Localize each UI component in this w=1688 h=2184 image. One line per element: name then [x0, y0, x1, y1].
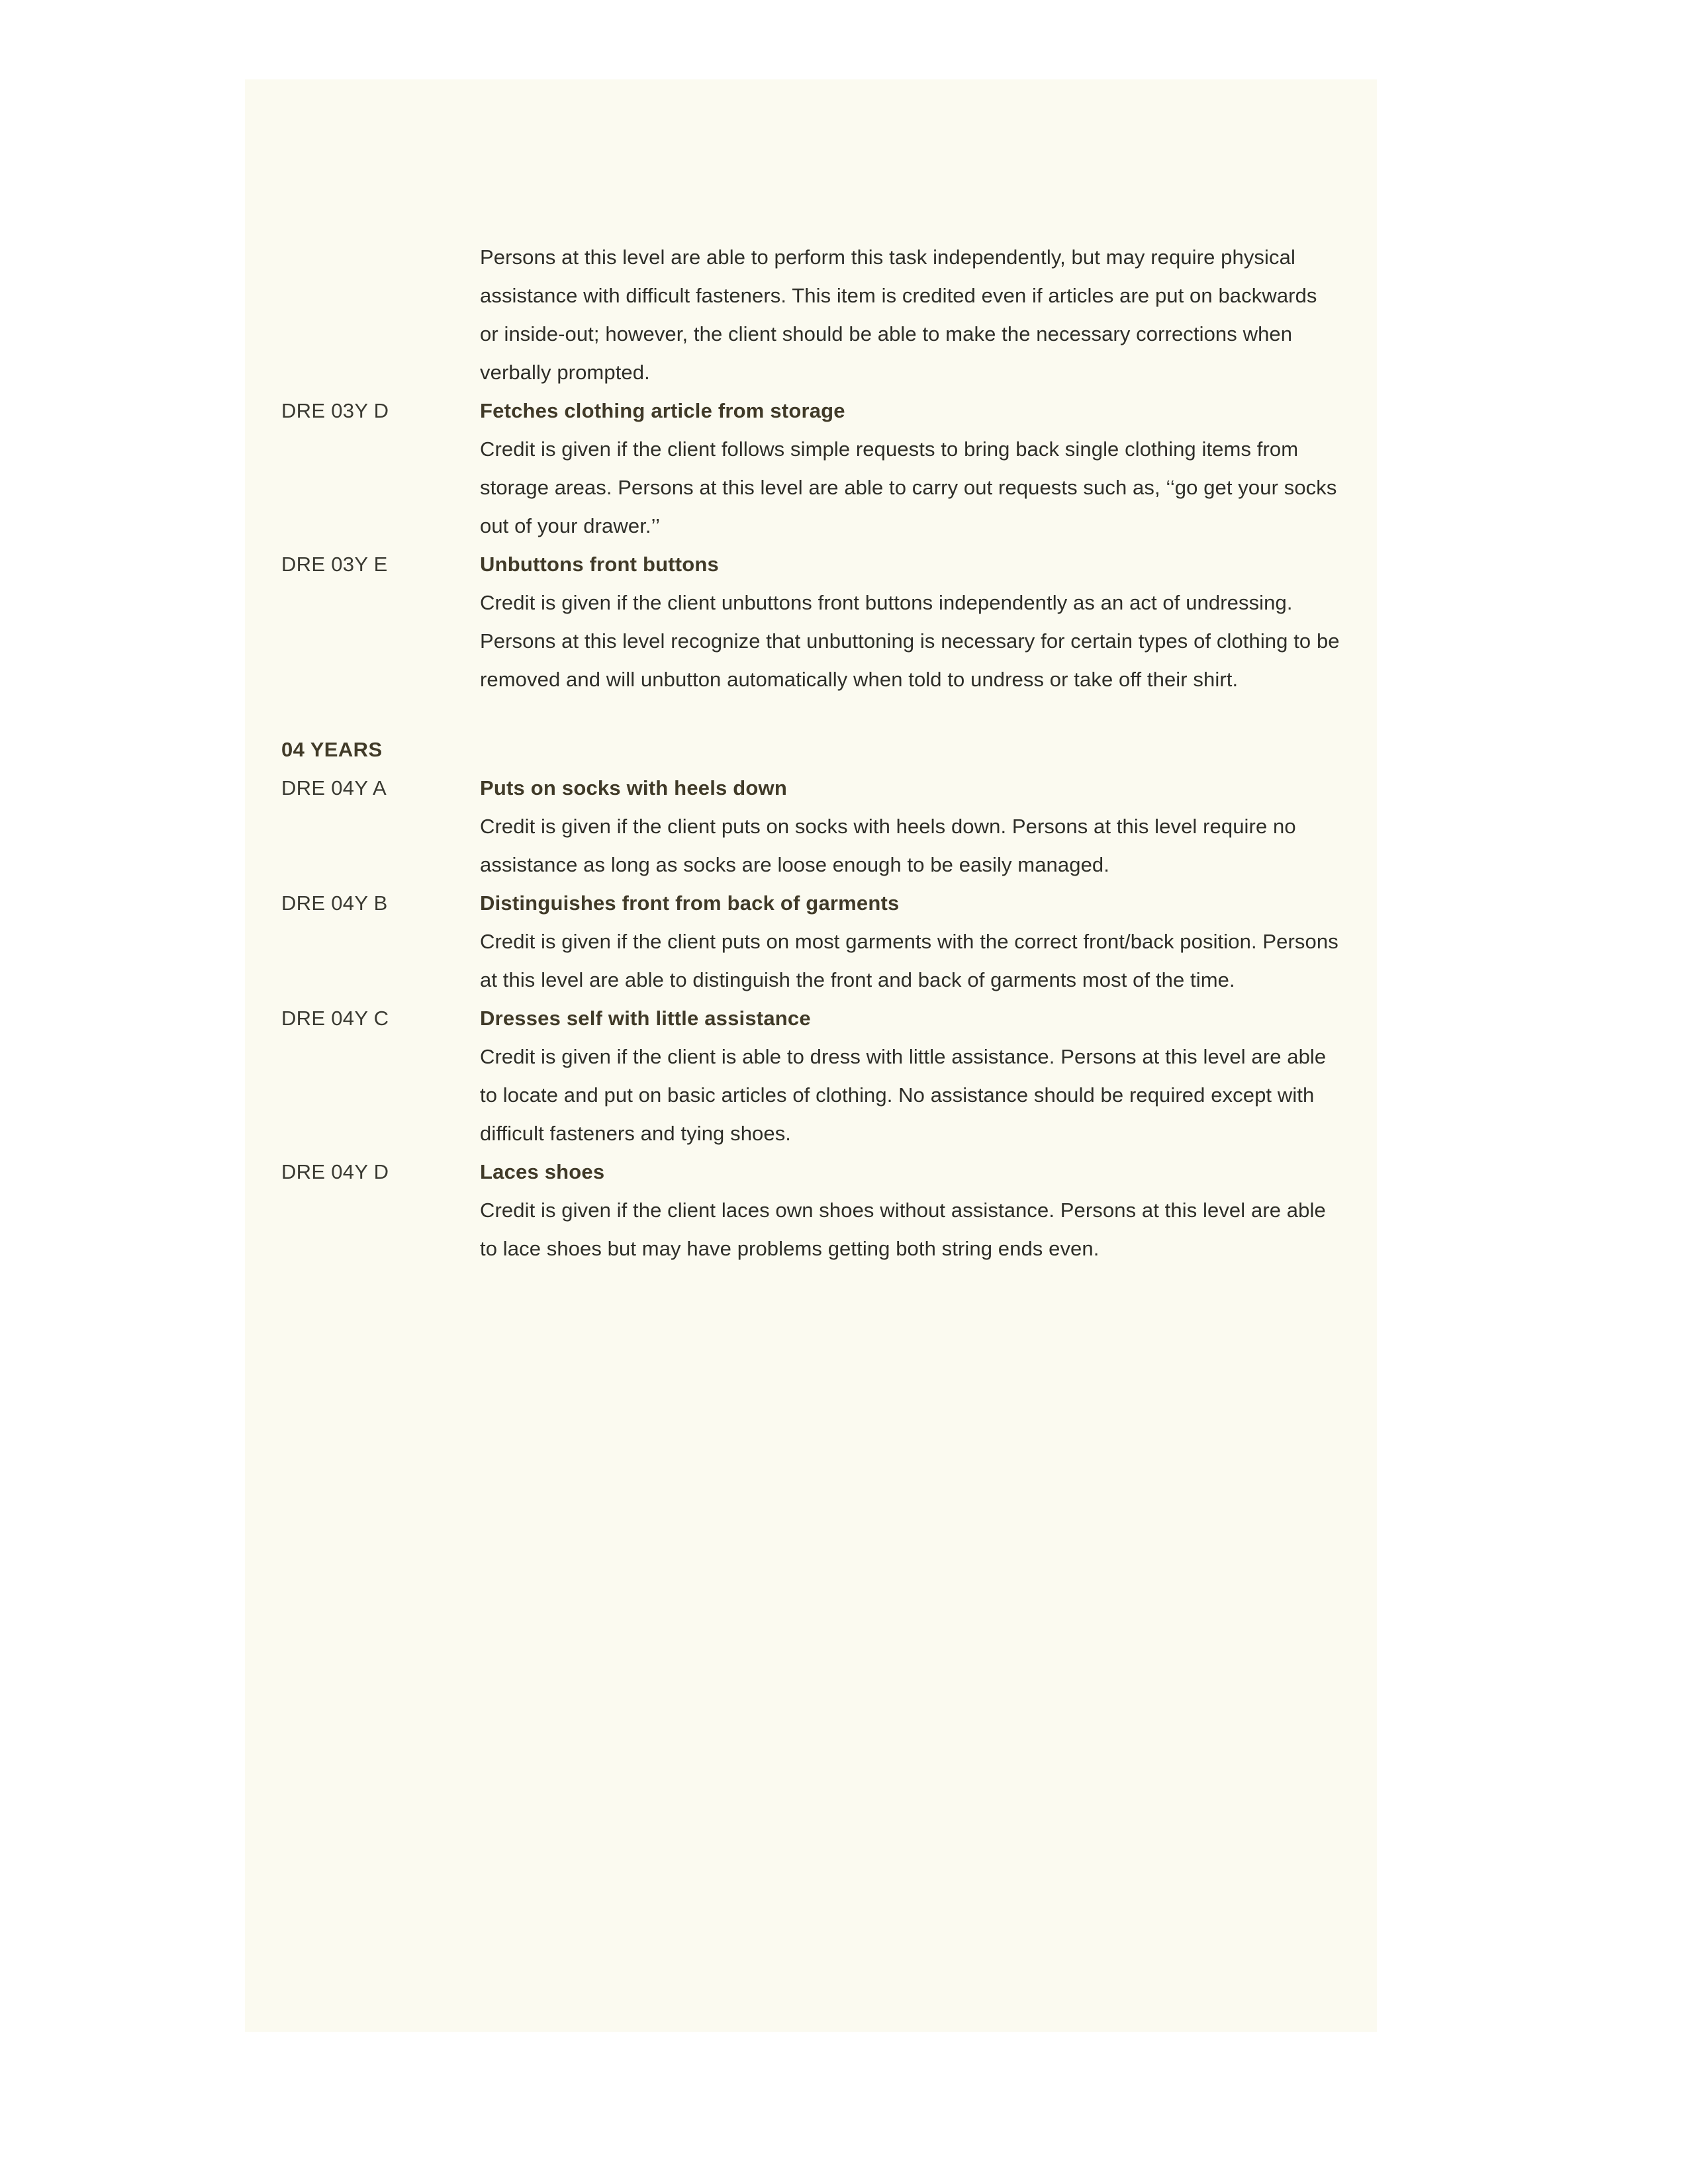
entry-body — [480, 392, 1340, 545]
entry-title: Fetches clothing article from storage — [480, 399, 845, 422]
entry-title: Unbuttons front buttons — [480, 553, 719, 576]
entry-title: Distinguishes front from back of garments — [480, 891, 900, 915]
entry-code: DRE 04Y B — [281, 891, 388, 915]
entry-title: Laces shoes — [480, 1160, 605, 1183]
entry-text: Credit is given if the client laces own shoes without assistance. Persons at this level are able to lace shoes but may have problems getting both string ends even. — [480, 1199, 1326, 1260]
list-item — [281, 1153, 1340, 1268]
entry-text: Credit is given if the client puts on socks with heels down. Persons at this level require no assistance as long as socks are loose enough to be easily managed. — [480, 815, 1296, 876]
entry-text: Credit is given if the client follows simple requests to bring back single clothing items from storage areas. Persons at this level are able to carry out requests such as, ‘‘go get your socks out of your drawer.’’ — [480, 437, 1337, 537]
section-heading: 04 YEARS — [281, 738, 383, 761]
document-content — [281, 238, 1340, 1268]
entry-title: Puts on socks with heels down — [480, 776, 787, 799]
entry-title: Dresses self with little assistance — [480, 1007, 811, 1030]
entry-text: Credit is given if the client unbuttons front buttons independently as an act of undressing. Persons at this level recognize that unbuttoning is necessary for certain types of clothing to be removed and will unbutton automatically when told to undress or take off their shirt. — [480, 591, 1340, 691]
list-item — [281, 999, 1340, 1153]
lead-paragraph: Persons at this level are able to perform this task independently, but may require physical assistance with difficult fasteners. This item is credited even if articles are put on backwards or inside-out; however, the client should be able to make the necessary corrections when verbally prompted. — [480, 246, 1317, 384]
entry-code: DRE 04Y D — [281, 1160, 389, 1183]
list-item — [281, 884, 1340, 999]
entry-code: DRE 03Y D — [281, 399, 389, 422]
entry-body — [480, 999, 1340, 1153]
entry-code: DRE 04Y C — [281, 1007, 389, 1030]
entry-text: Credit is given if the client is able to dress with little assistance. Persons at this level are able to locate and put on basic articles of clothing. No assistance should be required except with difficult fasteners and tying shoes. — [480, 1045, 1327, 1145]
list-item — [281, 392, 1340, 545]
entry-body — [480, 1153, 1340, 1268]
list-item — [281, 769, 1340, 884]
entry-text: Credit is given if the client puts on most garments with the correct front/back position. Persons at this level are able to distinguish the front and back of garments most of the time. — [480, 930, 1338, 991]
entry-code: DRE 04Y A — [281, 776, 387, 799]
entry-code: DRE 03Y E — [281, 553, 388, 576]
entry-body — [480, 769, 1340, 884]
entry-body — [480, 545, 1340, 699]
list-item — [281, 545, 1340, 699]
entry-body — [480, 884, 1340, 999]
document-page — [245, 79, 1377, 2032]
